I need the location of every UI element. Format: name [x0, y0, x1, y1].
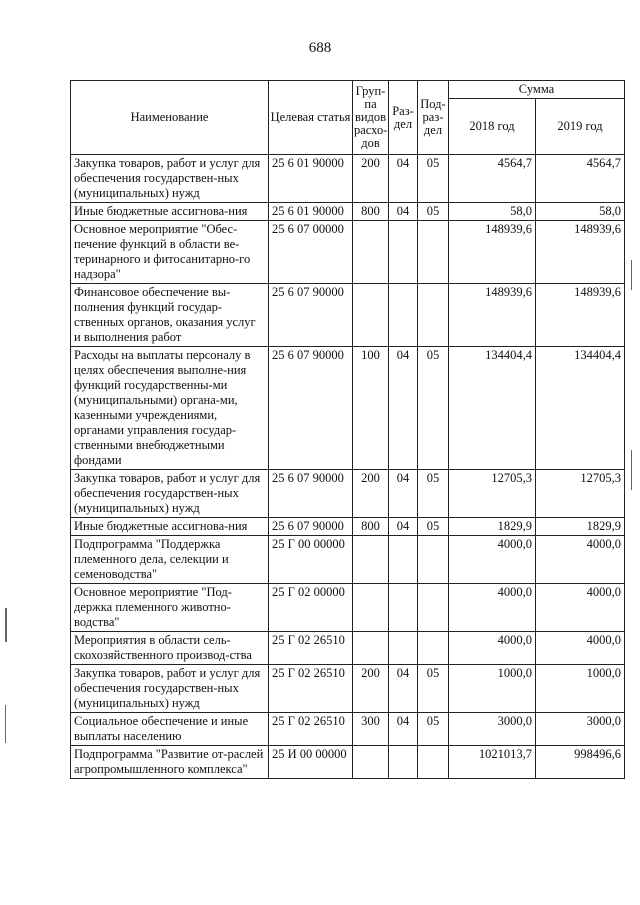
row-section: 04	[389, 665, 418, 713]
row-subsection: 05	[418, 470, 449, 518]
row-expense-group	[353, 746, 389, 779]
scan-mark	[631, 450, 632, 490]
row-section	[389, 536, 418, 584]
row-sum-2018: 134404,4	[449, 347, 536, 470]
row-section	[389, 584, 418, 632]
table-body	[71, 155, 625, 779]
row-target-code: 25 И 00 00000	[269, 746, 353, 779]
row-expense-group: 200	[353, 155, 389, 203]
header-group: Груп-па видов расхо-дов	[353, 81, 389, 155]
scan-mark	[631, 260, 632, 290]
row-target-code: 25 6 07 90000	[269, 470, 353, 518]
row-subsection	[418, 536, 449, 584]
row-expense-group: 800	[353, 518, 389, 536]
row-expense-group	[353, 536, 389, 584]
row-sum-2018: 12705,3	[449, 470, 536, 518]
row-sum-2019: 148939,6	[536, 284, 625, 347]
row-sum-2018: 1000,0	[449, 665, 536, 713]
table-row	[71, 665, 625, 713]
row-sum-2019: 4000,0	[536, 584, 625, 632]
row-name: Иные бюджетные ассигнова-ния	[71, 203, 269, 221]
row-target-code: 25 Г 00 00000	[269, 536, 353, 584]
row-sum-2019: 3000,0	[536, 713, 625, 746]
row-target-code: 25 6 07 90000	[269, 347, 353, 470]
table-row	[71, 536, 625, 584]
table-row	[71, 470, 625, 518]
row-subsection	[418, 584, 449, 632]
row-section	[389, 221, 418, 284]
row-sum-2019: 12705,3	[536, 470, 625, 518]
table-row	[71, 584, 625, 632]
table-row	[71, 155, 625, 203]
row-sum-2018: 148939,6	[449, 284, 536, 347]
row-expense-group: 300	[353, 713, 389, 746]
row-name: Основное мероприятие "Обес-печение функций в области ве-теринарного и фитосанитарно-го надзора"	[71, 221, 269, 284]
row-expense-group	[353, 632, 389, 665]
table-row	[71, 203, 625, 221]
row-section	[389, 284, 418, 347]
row-expense-group	[353, 284, 389, 347]
row-subsection: 05	[418, 665, 449, 713]
row-subsection: 05	[418, 347, 449, 470]
header-section: Раз-дел	[389, 81, 418, 155]
row-sum-2018: 4564,7	[449, 155, 536, 203]
row-target-code: 25 6 01 90000	[269, 203, 353, 221]
row-sum-2018: 3000,0	[449, 713, 536, 746]
header-name: Наименование	[71, 81, 269, 155]
row-section	[389, 746, 418, 779]
row-subsection: 05	[418, 155, 449, 203]
table-header	[71, 81, 625, 155]
row-section: 04	[389, 347, 418, 470]
row-target-code: 25 6 01 90000	[269, 155, 353, 203]
header-year-2018: 2018 год	[449, 99, 536, 155]
table-row	[71, 518, 625, 536]
row-sum-2018: 4000,0	[449, 584, 536, 632]
scan-mark	[5, 608, 7, 642]
row-section: 04	[389, 518, 418, 536]
row-target-code: 25 6 07 90000	[269, 284, 353, 347]
row-subsection	[418, 632, 449, 665]
scan-mark	[5, 705, 6, 743]
row-subsection: 05	[418, 203, 449, 221]
row-sum-2019: 998496,6	[536, 746, 625, 779]
row-sum-2019: 1829,9	[536, 518, 625, 536]
row-sum-2018: 1021013,7	[449, 746, 536, 779]
row-section: 04	[389, 203, 418, 221]
row-subsection	[418, 221, 449, 284]
row-name: Расходы на выплаты персоналу в целях обеспечения выполне-ния функций государственны-ми (муниципальными) органа-ми, казенными учреждениями, органами управления государ-ственными внебюджетными фондами	[71, 347, 269, 470]
table-row	[71, 284, 625, 347]
row-subsection	[418, 746, 449, 779]
row-expense-group	[353, 221, 389, 284]
header-year-2019: 2019 год	[536, 99, 625, 155]
row-sum-2018: 4000,0	[449, 536, 536, 584]
table-row	[71, 221, 625, 284]
row-section: 04	[389, 155, 418, 203]
row-name: Иные бюджетные ассигнова-ния	[71, 518, 269, 536]
row-target-code: 25 6 07 90000	[269, 518, 353, 536]
row-subsection	[418, 284, 449, 347]
row-target-code: 25 Г 02 00000	[269, 584, 353, 632]
row-section: 04	[389, 470, 418, 518]
row-name: Закупка товаров, работ и услуг для обеспечения государствен-ных (муниципальных) нужд	[71, 665, 269, 713]
row-expense-group: 200	[353, 665, 389, 713]
row-name: Социальное обеспечение и иные выплаты населению	[71, 713, 269, 746]
row-section	[389, 632, 418, 665]
row-expense-group: 800	[353, 203, 389, 221]
row-subsection: 05	[418, 518, 449, 536]
row-sum-2019: 134404,4	[536, 347, 625, 470]
row-sum-2018: 148939,6	[449, 221, 536, 284]
table-row	[71, 347, 625, 470]
header-sum: Сумма	[449, 81, 625, 99]
page-number: 688	[308, 40, 332, 56]
header-target: Целевая статья	[269, 81, 353, 155]
row-name: Подпрограмма "Развитие от-раслей агропромышленного комплекса"	[71, 746, 269, 779]
row-sum-2018: 4000,0	[449, 632, 536, 665]
row-target-code: 25 Г 02 26510	[269, 713, 353, 746]
budget-table	[70, 80, 625, 779]
row-target-code: 25 6 07 00000	[269, 221, 353, 284]
row-name: Мероприятия в области сель-скохозяйственного производ-ства	[71, 632, 269, 665]
table-row	[71, 632, 625, 665]
row-sum-2018: 58,0	[449, 203, 536, 221]
table-row	[71, 713, 625, 746]
row-sum-2019: 1000,0	[536, 665, 625, 713]
row-sum-2018: 1829,9	[449, 518, 536, 536]
row-name: Основное мероприятие "Под-держка племенного животно-водства"	[71, 584, 269, 632]
row-name: Подпрограмма "Поддержка племенного дела, селекции и семеноводства"	[71, 536, 269, 584]
row-expense-group: 100	[353, 347, 389, 470]
row-section: 04	[389, 713, 418, 746]
header-subsection: Под-раз-дел	[418, 81, 449, 155]
row-subsection: 05	[418, 713, 449, 746]
row-sum-2019: 4000,0	[536, 632, 625, 665]
row-sum-2019: 4564,7	[536, 155, 625, 203]
row-expense-group	[353, 584, 389, 632]
row-name: Финансовое обеспечение вы-полнения функций государ-ственных органов, оказания услуг и выполнения работ	[71, 284, 269, 347]
row-name: Закупка товаров, работ и услуг для обеспечения государствен-ных (муниципальных) нужд	[71, 470, 269, 518]
row-expense-group: 200	[353, 470, 389, 518]
row-sum-2019: 4000,0	[536, 536, 625, 584]
row-sum-2019: 148939,6	[536, 221, 625, 284]
row-target-code: 25 Г 02 26510	[269, 632, 353, 665]
row-target-code: 25 Г 02 26510	[269, 665, 353, 713]
table-row	[71, 746, 625, 779]
row-name: Закупка товаров, работ и услуг для обеспечения государствен-ных (муниципальных) нужд	[71, 155, 269, 203]
row-sum-2019: 58,0	[536, 203, 625, 221]
